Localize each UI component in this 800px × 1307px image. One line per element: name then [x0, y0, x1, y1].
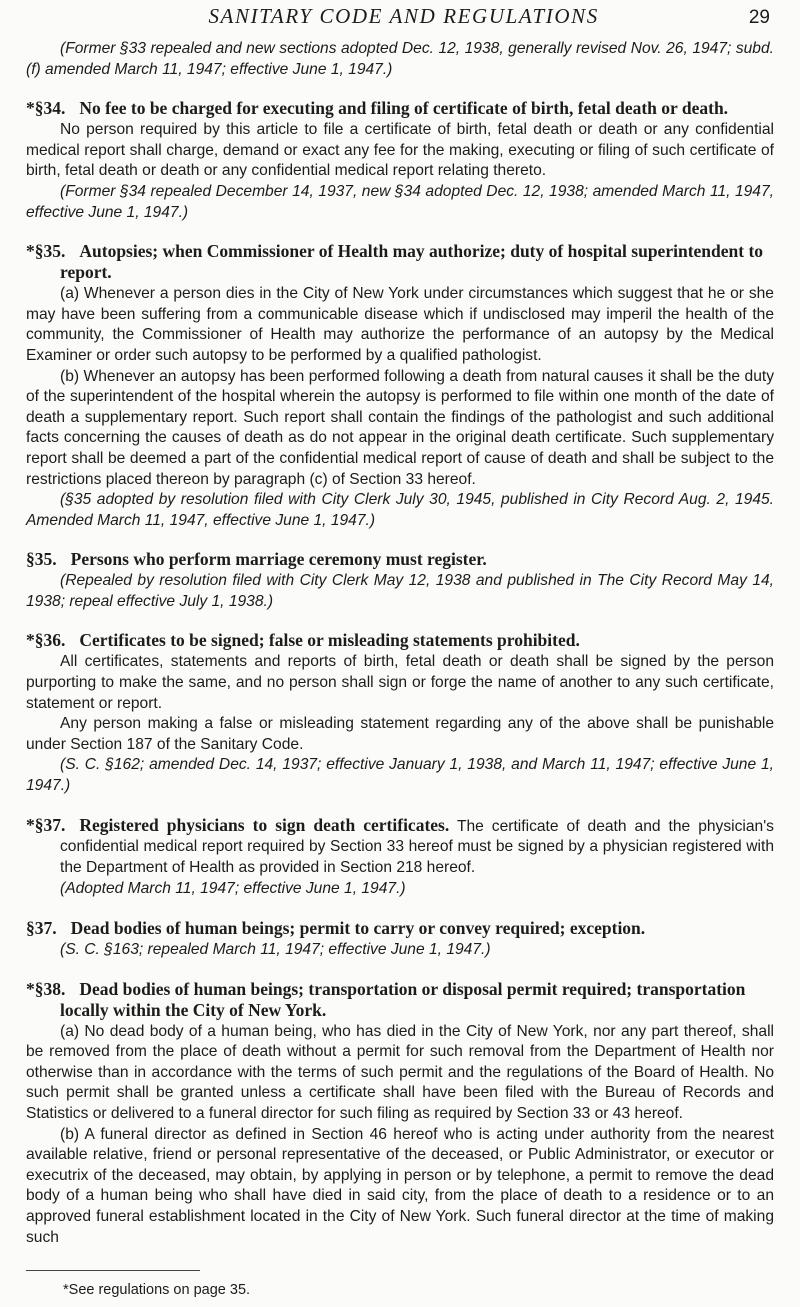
- section-35-autopsies: [26, 241, 774, 531]
- editorial-note: (Former §34 repealed December 14, 1937, new §34 adopted Dec. 12, 1938; amended March 11, 1947, effective June 1, 1947.): [26, 182, 774, 221]
- editorial-note: (S. C. §162; amended Dec. 14, 1937; effective January 1, 1938, and March 11, 1947; effective June 1, 1947.): [26, 756, 774, 795]
- running-header: [26, 4, 774, 29]
- section-heading: [26, 98, 774, 119]
- page-number: 29: [748, 7, 770, 28]
- section-title: Persons who perform marriage ceremony must register.: [70, 549, 487, 570]
- editorial-note: (S. C. §163; repealed March 11, 1947; effective June 1, 1947.): [60, 941, 491, 958]
- editorial-note: (Repealed by resolution filed with City Clerk May 12, 1938 and published in The City Record May 14, 1938; repeal effective July 1, 1938.): [26, 572, 774, 610]
- section-33-note: [26, 39, 774, 80]
- section-37-dead-bodies: [26, 918, 774, 961]
- body-paragraph: (a) No dead body of a human being, who has died in the City of New York, nor any part thereof, shall be removed from the place of death without a permit for such removal from the Department of Health nor otherwise than in accordance with the terms of such permit and the regulations of the Board of Health. No such permit shall be granted unless a certificate shall have been filed with the Bureau of Records and Statistics or delivered to a funeral director for such filing as required by Section 33 or 43 hereof.: [26, 1022, 774, 1122]
- section-34: [26, 98, 774, 223]
- section-number: §35.: [26, 549, 57, 570]
- body-paragraph: (b) Whenever an autopsy has been performed following a death from natural causes it shall be the duty of the superintendent of the hospital wherein the autopsy is performed to file within one month of the date of death a supplementary report. Such report shall contain the findings of the pathologist and such additional facts concerning the causes of death as do not appear in the original death certificate. Such supplementary report shall be deemed a part of the confidential medical report of cause of death and shall be subject to the restrictions placed thereon by paragraph (c) of Section 33 hereof.: [26, 367, 774, 488]
- body-paragraph: No person required by this article to file a certificate of birth, fetal death or death or any confidential medical report shall charge, demand or exact any fee for the making, executing or filing of such certificate of birth, fetal death or death or any confidential medical report relating thereto.: [26, 121, 774, 180]
- section-heading: [26, 549, 774, 570]
- body-paragraph: Any person making a false or misleading statement regarding any of the above shall be punishable under Section 187 of the Sanitary Code.: [26, 715, 774, 753]
- footnote: *See regulations on page 35.: [63, 1282, 251, 1298]
- section-number: *§34.: [26, 98, 66, 119]
- section-heading: [26, 979, 774, 1021]
- section-inline-text: The certificate of death and the physician's confidential medical report required by Section 33 hereof must be signed by a physician registered with the Department of Health as provided in Section 218 hereof.: [60, 817, 774, 876]
- section-heading-inline: [26, 815, 774, 879]
- section-number: §37.: [26, 918, 57, 938]
- section-number: *§36.: [26, 630, 66, 651]
- body-paragraph: (a) Whenever a person dies in the City of New York under circumstances which suggest that he or she may have been suffering from a communicable disease which if undisclosed may imperil the health of the community, the Commissioner of Health may authorize the performance of an autopsy by the Medical Examiner or order such autopsy to be performed by a qualified pathologist.: [26, 285, 774, 364]
- section-title: Dead bodies of human beings; transportation or disposal permit required; transportation locally within the City of New York.: [60, 978, 746, 1020]
- body-paragraph: All certificates, statements and reports of birth, fetal death or death shall be signed by the person purporting to make the same, and no person shall sign or forge the name of another to any such certificate, statement or report.: [26, 653, 774, 712]
- section-37-physicians: [26, 815, 774, 900]
- editorial-note: (Former §33 repealed and new sections adopted Dec. 12, 1938, generally revised Nov. 26, 1947; subd. (f) amended March 11, 1947; effective June 1, 1947.): [26, 40, 774, 78]
- section-heading: [26, 630, 774, 651]
- section-35-marriage: [26, 549, 774, 612]
- section-heading: [26, 241, 774, 283]
- editorial-note: (§35 adopted by resolution filed with City Clerk July 30, 1945, published in City Record Aug. 2, 1945. Amended March 11, 1947, effective June 1, 1947.): [26, 491, 774, 529]
- section-heading: [26, 918, 774, 939]
- section-title: Dead bodies of human beings; permit to carry or convey required; exception.: [70, 918, 646, 938]
- section-number: *§35.: [26, 241, 66, 262]
- section-38: [26, 979, 774, 1249]
- section-number: *§37.: [26, 814, 66, 835]
- running-title: SANITARY CODE AND REGULATIONS: [208, 4, 599, 28]
- section-title: Registered physicians to sign death certificates.: [79, 814, 450, 835]
- section-36: [26, 630, 774, 796]
- section-title: No fee to be charged for executing and filing of certificate of birth, fetal death or death.: [79, 98, 729, 119]
- section-title: Certificates to be signed; false or misleading statements prohibited.: [79, 630, 580, 651]
- editorial-note: (Adopted March 11, 1947; effective June 1, 1947.): [60, 880, 406, 898]
- section-number: *§38.: [26, 978, 66, 999]
- section-title: Autopsies; when Commissioner of Health may authorize; duty of hospital superintendent to report.: [60, 241, 764, 283]
- body-paragraph: (b) A funeral director as defined in Section 46 hereof who is acting under authority from the nearest available relative, friend or personal representative of the deceased, or Public Administrator, or executor or executrix of the deceased, may obtain, by applying in person or by telephone, a permit to remove the dead body of a human being who shall have died in said city, from the place of death to a residence or to an approved funeral establishment located in the City of New York. Such funeral director at the time of making such: [26, 1125, 774, 1246]
- footnote-rule: [26, 1270, 200, 1271]
